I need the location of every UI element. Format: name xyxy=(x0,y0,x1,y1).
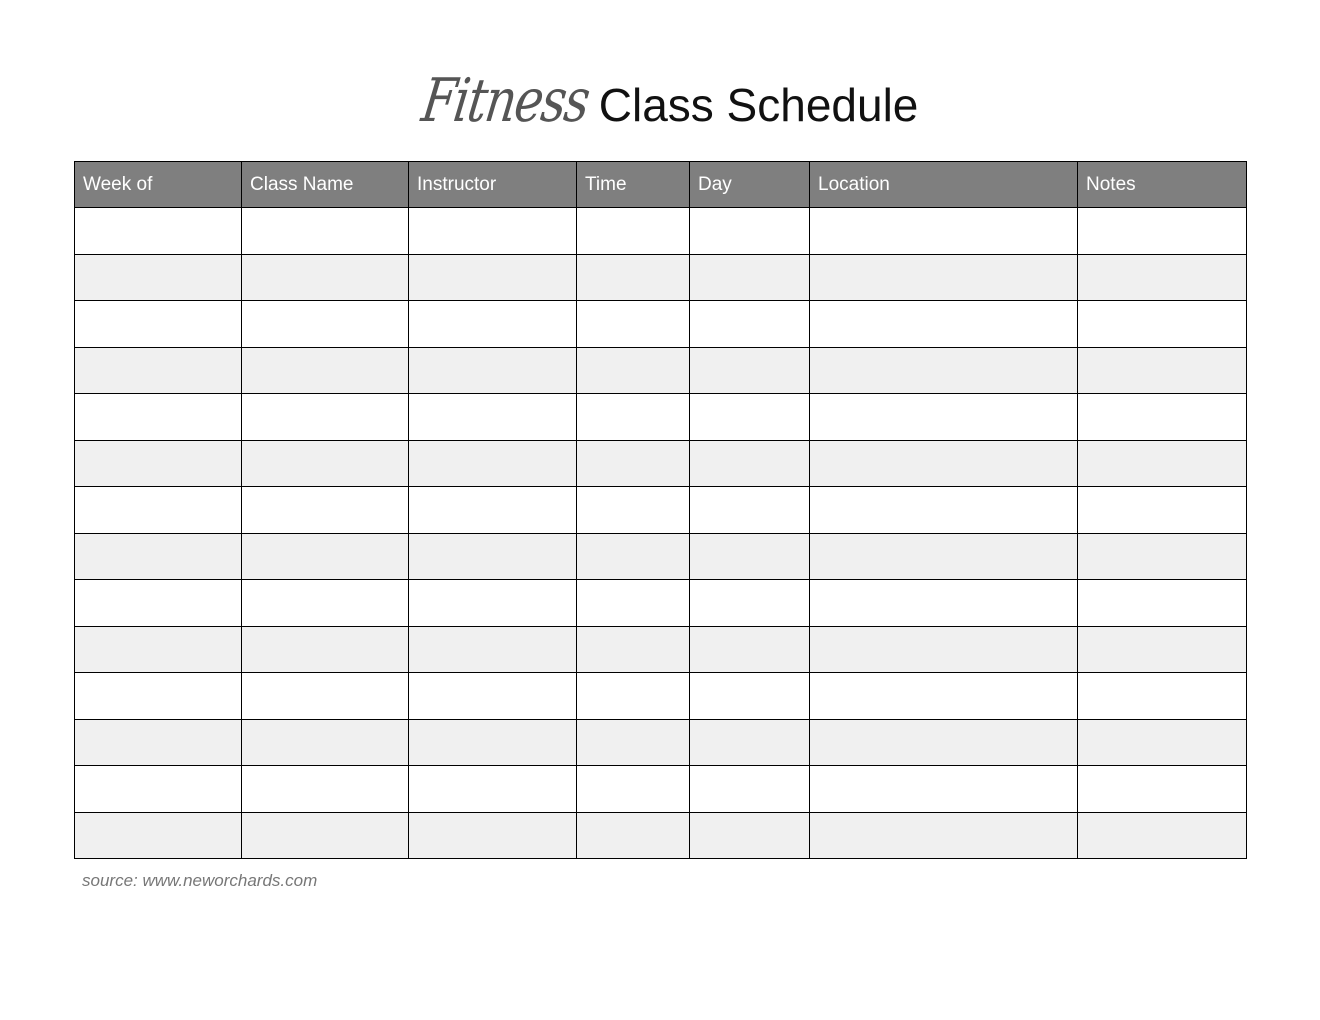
cell-location[interactable] xyxy=(810,719,1078,766)
cell-week-of[interactable] xyxy=(75,673,242,720)
header-class-name: Class Name xyxy=(242,162,409,208)
cell-class-name[interactable] xyxy=(242,626,409,673)
table-row xyxy=(75,533,1247,580)
header-location: Location xyxy=(810,162,1078,208)
table-row xyxy=(75,766,1247,813)
cell-week-of[interactable] xyxy=(75,208,242,255)
cell-class-name[interactable] xyxy=(242,533,409,580)
cell-time[interactable] xyxy=(577,673,690,720)
cell-week-of[interactable] xyxy=(75,766,242,813)
cell-time[interactable] xyxy=(577,254,690,301)
cell-day[interactable] xyxy=(690,580,810,627)
cell-week-of[interactable] xyxy=(75,394,242,441)
cell-instructor[interactable] xyxy=(409,487,577,534)
cell-time[interactable] xyxy=(577,487,690,534)
cell-time[interactable] xyxy=(577,812,690,859)
cell-notes[interactable] xyxy=(1078,208,1247,255)
cell-location[interactable] xyxy=(810,766,1078,813)
cell-week-of[interactable] xyxy=(75,301,242,348)
cell-notes[interactable] xyxy=(1078,440,1247,487)
table-row xyxy=(75,301,1247,348)
title-script-word: Fitness xyxy=(417,66,593,136)
cell-class-name[interactable] xyxy=(242,673,409,720)
cell-location[interactable] xyxy=(810,254,1078,301)
table-row xyxy=(75,580,1247,627)
cell-time[interactable] xyxy=(577,719,690,766)
cell-notes[interactable] xyxy=(1078,487,1247,534)
cell-location[interactable] xyxy=(810,812,1078,859)
table-row xyxy=(75,719,1247,766)
cell-notes[interactable] xyxy=(1078,719,1247,766)
cell-time[interactable] xyxy=(577,440,690,487)
table-row xyxy=(75,347,1247,394)
schedule-table xyxy=(74,161,1247,859)
cell-location[interactable] xyxy=(810,580,1078,627)
cell-week-of[interactable] xyxy=(75,580,242,627)
cell-class-name[interactable] xyxy=(242,254,409,301)
table-row xyxy=(75,440,1247,487)
cell-notes[interactable] xyxy=(1078,254,1247,301)
header-notes: Notes xyxy=(1078,162,1247,208)
cell-instructor[interactable] xyxy=(409,812,577,859)
table-row xyxy=(75,673,1247,720)
cell-class-name[interactable] xyxy=(242,719,409,766)
cell-day[interactable] xyxy=(690,347,810,394)
table-row xyxy=(75,487,1247,534)
cell-time[interactable] xyxy=(577,533,690,580)
header-row xyxy=(75,162,1247,208)
header-day: Day xyxy=(690,162,810,208)
cell-instructor[interactable] xyxy=(409,626,577,673)
table-row xyxy=(75,208,1247,255)
cell-class-name[interactable] xyxy=(242,301,409,348)
cell-location[interactable] xyxy=(810,301,1078,348)
cell-class-name[interactable] xyxy=(242,766,409,813)
cell-time[interactable] xyxy=(577,301,690,348)
cell-location[interactable] xyxy=(810,347,1078,394)
cell-day[interactable] xyxy=(690,394,810,441)
cell-class-name[interactable] xyxy=(242,440,409,487)
cell-day[interactable] xyxy=(690,254,810,301)
cell-instructor[interactable] xyxy=(409,301,577,348)
cell-location[interactable] xyxy=(810,208,1078,255)
cell-class-name[interactable] xyxy=(242,487,409,534)
cell-week-of[interactable] xyxy=(75,487,242,534)
cell-week-of[interactable] xyxy=(75,347,242,394)
cell-day[interactable] xyxy=(690,487,810,534)
title-text: Class Schedule xyxy=(598,79,919,131)
cell-week-of[interactable] xyxy=(75,254,242,301)
cell-week-of[interactable] xyxy=(75,812,242,859)
cell-day[interactable] xyxy=(690,208,810,255)
cell-class-name[interactable] xyxy=(242,347,409,394)
table-row xyxy=(75,626,1247,673)
cell-notes[interactable] xyxy=(1078,766,1247,813)
cell-day[interactable] xyxy=(690,719,810,766)
table-row xyxy=(75,254,1247,301)
cell-instructor[interactable] xyxy=(409,208,577,255)
cell-week-of[interactable] xyxy=(75,626,242,673)
cell-day[interactable] xyxy=(690,673,810,720)
header-time: Time xyxy=(577,162,690,208)
cell-week-of[interactable] xyxy=(75,719,242,766)
cell-instructor[interactable] xyxy=(409,347,577,394)
cell-notes[interactable] xyxy=(1078,301,1247,348)
cell-time[interactable] xyxy=(577,347,690,394)
cell-class-name[interactable] xyxy=(242,394,409,441)
cell-day[interactable] xyxy=(690,533,810,580)
page-title xyxy=(0,66,1320,136)
cell-class-name[interactable] xyxy=(242,812,409,859)
cell-notes[interactable] xyxy=(1078,394,1247,441)
cell-time[interactable] xyxy=(577,580,690,627)
cell-notes[interactable] xyxy=(1078,533,1247,580)
cell-time[interactable] xyxy=(577,394,690,441)
cell-week-of[interactable] xyxy=(75,440,242,487)
cell-time[interactable] xyxy=(577,626,690,673)
cell-day[interactable] xyxy=(690,626,810,673)
table-row xyxy=(75,394,1247,441)
cell-notes[interactable] xyxy=(1078,812,1247,859)
table-row xyxy=(75,812,1247,859)
cell-location[interactable] xyxy=(810,673,1078,720)
cell-location[interactable] xyxy=(810,440,1078,487)
cell-time[interactable] xyxy=(577,208,690,255)
header-instructor: Instructor xyxy=(409,162,577,208)
cell-notes[interactable] xyxy=(1078,580,1247,627)
cell-day[interactable] xyxy=(690,812,810,859)
cell-instructor[interactable] xyxy=(409,254,577,301)
cell-location[interactable] xyxy=(810,394,1078,441)
cell-instructor[interactable] xyxy=(409,440,577,487)
cell-notes[interactable] xyxy=(1078,626,1247,673)
cell-instructor[interactable] xyxy=(409,533,577,580)
cell-day[interactable] xyxy=(690,766,810,813)
cell-location[interactable] xyxy=(810,487,1078,534)
header-week-of: Week of xyxy=(75,162,242,208)
cell-instructor[interactable] xyxy=(409,766,577,813)
cell-week-of[interactable] xyxy=(75,533,242,580)
table-body xyxy=(75,208,1247,859)
cell-instructor[interactable] xyxy=(409,394,577,441)
cell-class-name[interactable] xyxy=(242,208,409,255)
cell-class-name[interactable] xyxy=(242,580,409,627)
cell-notes[interactable] xyxy=(1078,673,1247,720)
cell-location[interactable] xyxy=(810,533,1078,580)
cell-location[interactable] xyxy=(810,626,1078,673)
source-note: source: www.neworchards.com xyxy=(82,871,318,890)
cell-instructor[interactable] xyxy=(409,719,577,766)
cell-instructor[interactable] xyxy=(409,580,577,627)
cell-instructor[interactable] xyxy=(409,673,577,720)
cell-notes[interactable] xyxy=(1078,347,1247,394)
cell-time[interactable] xyxy=(577,766,690,813)
cell-day[interactable] xyxy=(690,440,810,487)
cell-day[interactable] xyxy=(690,301,810,348)
